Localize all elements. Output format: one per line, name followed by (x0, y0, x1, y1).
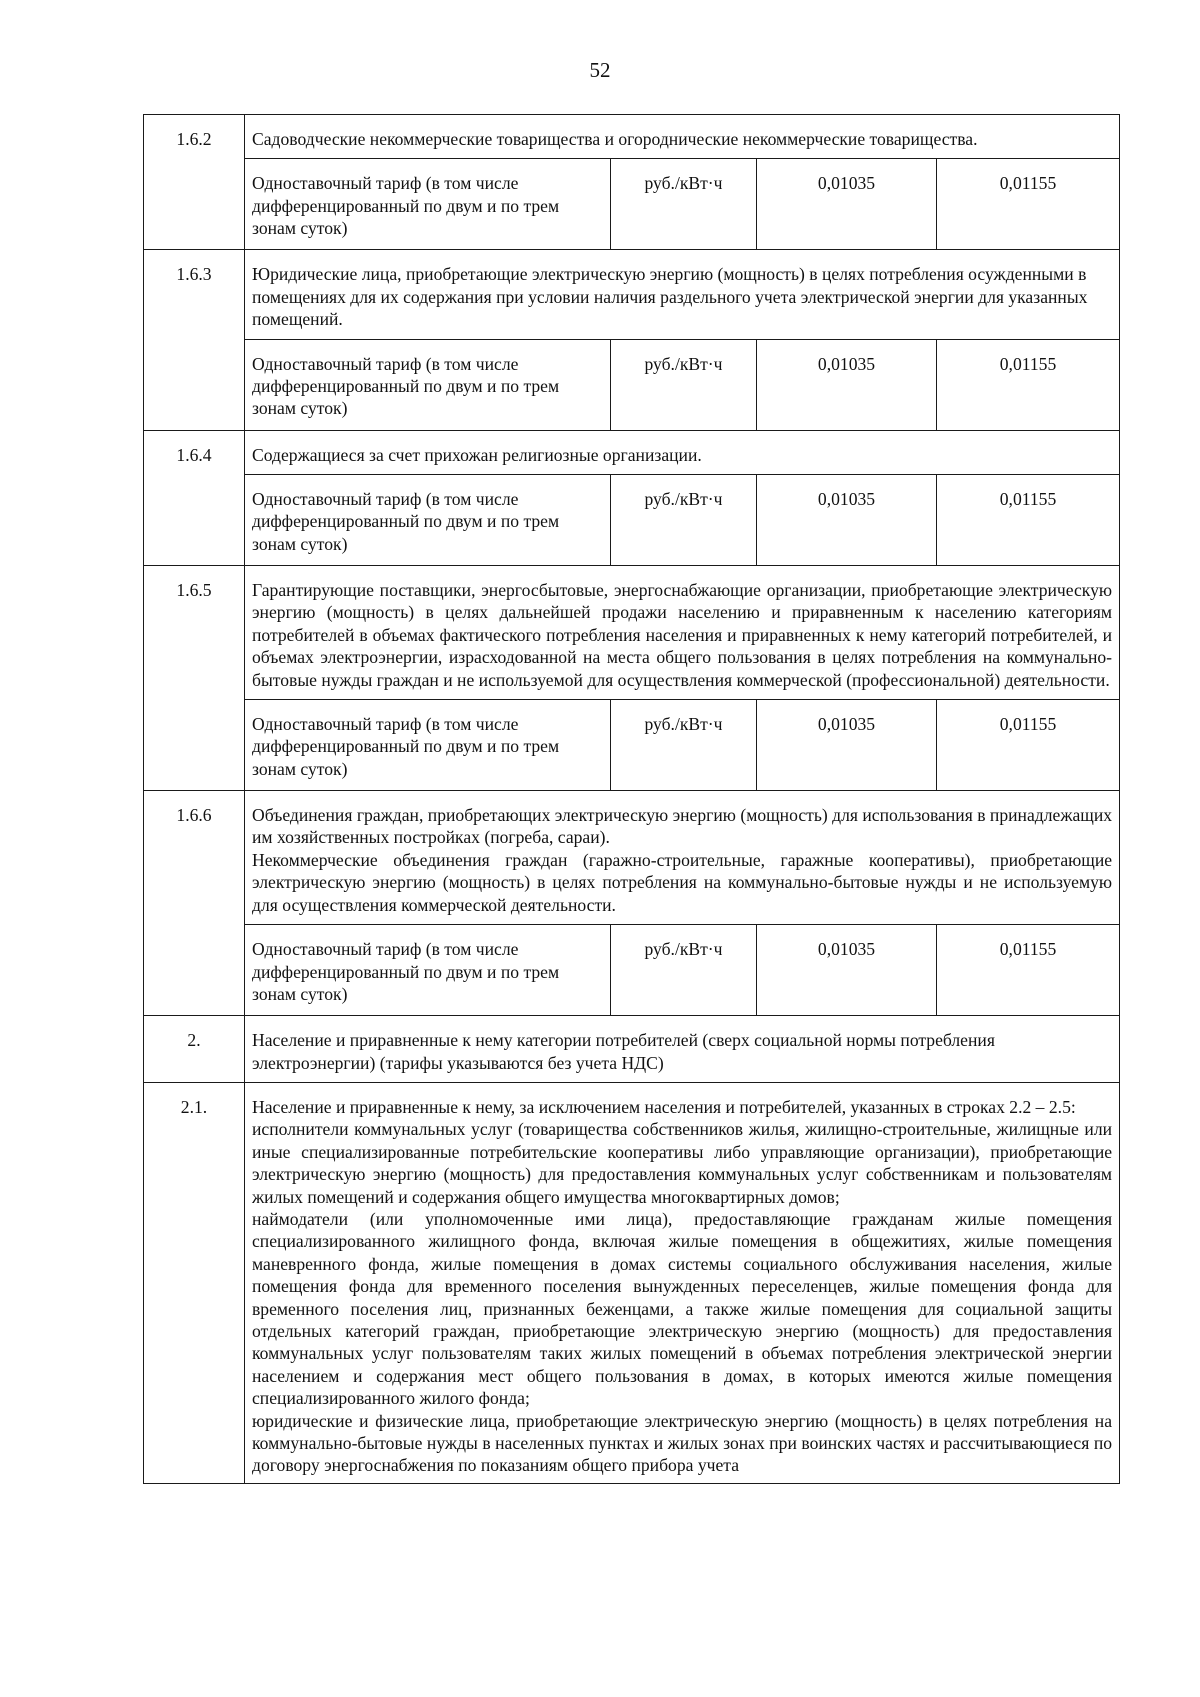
category-description: Юридические лица, приобретающие электрическую энергию (мощность) в целях потребления осужденными в помещениях для их содержания при условии наличия раздельного учета электрической энергии для указанных помещений. (245, 250, 1120, 339)
section-row (144, 250, 1120, 339)
value-second-half: 0,01155 (937, 925, 1120, 1016)
section-row (144, 566, 1120, 700)
unit-cell: руб./кВт·ч (611, 475, 757, 566)
row-number: 1.6.2 (144, 115, 245, 250)
category-paragraph: Некоммерческие объединения граждан (гаражно-строительные, гаражные кооперативы), приобретающие электрическую энергию (мощность) в целях потребления на коммунально-бытовые нужды и не используемую для осуществления коммерческой деятельности. (252, 849, 1113, 915)
value-second-half: 0,01155 (937, 700, 1120, 791)
page-number: 52 (589, 58, 611, 82)
tariff-row (144, 159, 1120, 250)
category-description: Садоводческие некоммерческие товарищества и огороднические некоммерческие товарищества. (245, 115, 1120, 159)
row-number: 1.6.4 (144, 430, 245, 565)
category-description (245, 791, 1120, 925)
value-second-half: 0,01155 (937, 339, 1120, 430)
category-paragraph: Объединения граждан, приобретающих электрическую энергию (мощность) для использования в принадлежащих им хозяйственных постройках (погреба, сараи). (252, 805, 1113, 848)
category-paragraph: наймодатели (или уполномоченные ими лица), предоставляющие гражданам жилые помещения специализированного жилищного фонда, включая жилые помещения в общежитиях, жилые помещения маневренного фонда, жилые помещения в домах системы социального обслуживания населения, жилые помещения фонда для временного поселения вынужденных переселенцев, жилые помещения фонда для временного поселения лиц, признанных беженцами, а также жилые помещения для социальной защиты отдельных категорий граждан, приобретающие электрическую энергию (мощность) для предоставления коммунальных услуг пользователям таких жилых помещений в объемах потребления электрической энергии населением и содержания мест общего пользования в домах, в которых имеются жилые помещения специализированного жилого фонда; (252, 1208, 1113, 1409)
unit-cell: руб./кВт·ч (611, 159, 757, 250)
section-row (144, 430, 1120, 474)
section-row (144, 1016, 1120, 1083)
section-row (144, 115, 1120, 159)
value-first-half: 0,01035 (757, 925, 937, 1016)
value-first-half: 0,01035 (757, 159, 937, 250)
tariff-label: Одноставочный тариф (в том числе дифференцированный по двум и по трем зонам суток) (245, 159, 611, 250)
value-second-half: 0,01155 (937, 475, 1120, 566)
tariff-row (144, 339, 1120, 430)
value-first-half: 0,01035 (757, 339, 937, 430)
tariff-row (144, 700, 1120, 791)
tariff-table (143, 114, 1120, 1484)
row-number: 1.6.5 (144, 566, 245, 791)
category-paragraph: Население и приравненные к нему, за исключением населения и потребителей, указанных в строках 2.2 – 2.5: (252, 1096, 1076, 1117)
category-paragraph: исполнители коммунальных услуг (товарищества собственников жилья, жилищно-строительные, жилищные или иные специализированные потребительские кооперативы либо управляющие организации), приобретающие электрическую энергию (мощность) для предоставления коммунальных услуг собственникам и пользователям жилых помещений и содержания общего имущества многоквартирных домов; (252, 1119, 1113, 1207)
category-paragraph: юридические и физические лица, приобретающие электрическую энергию (мощность) в целях потребления на коммунально-бытовые нужды в населенных пунктах и жилых зонах при воинских частях и рассчитывающиеся по договору энергоснабжения по показаниям общего прибора учета (252, 1410, 1113, 1476)
tariff-label: Одноставочный тариф (в том числе дифференцированный по двум и по трем зонам суток) (245, 475, 611, 566)
row-number: 1.6.3 (144, 250, 245, 430)
tariff-label: Одноставочный тариф (в том числе дифференцированный по двум и по трем зонам суток) (245, 339, 611, 430)
unit-cell: руб./кВт·ч (611, 925, 757, 1016)
category-description: Содержащиеся за счет прихожан религиозные организации. (245, 430, 1120, 474)
value-first-half: 0,01035 (757, 475, 937, 566)
unit-cell: руб./кВт·ч (611, 700, 757, 791)
row-number: 1.6.6 (144, 791, 245, 1016)
section-row (144, 1082, 1120, 1483)
tariff-label: Одноставочный тариф (в том числе дифференцированный по двум и по трем зонам суток) (245, 925, 611, 1016)
tariff-row (144, 475, 1120, 566)
tariff-label: Одноставочный тариф (в том числе дифференцированный по двум и по трем зонам суток) (245, 700, 611, 791)
row-number: 2. (144, 1016, 245, 1083)
row-number: 2.1. (144, 1082, 245, 1483)
value-second-half: 0,01155 (937, 159, 1120, 250)
category-description (245, 1082, 1120, 1483)
tariff-row (144, 925, 1120, 1016)
value-first-half: 0,01035 (757, 700, 937, 791)
section-row (144, 791, 1120, 925)
unit-cell: руб./кВт·ч (611, 339, 757, 430)
category-description: Население и приравненные к нему категории потребителей (сверх социальной нормы потребления электроэнергии) (тарифы указываются без учета НДС) (245, 1016, 1120, 1083)
category-description: Гарантирующие поставщики, энергосбытовые, энергоснабжающие организации, приобретающие электрическую энергию (мощность) в целях дальнейшей продажи населению и приравненным к населению категориям потребителей в объемах фактического потребления населения и приравненных к нему категорий потребителей, и объемах электроэнергии, израсходованной на места общего пользования в целях потребления на коммунально-бытовые нужды граждан и не используемой для осуществления коммерческой (профессиональной) деятельности. (245, 566, 1120, 700)
